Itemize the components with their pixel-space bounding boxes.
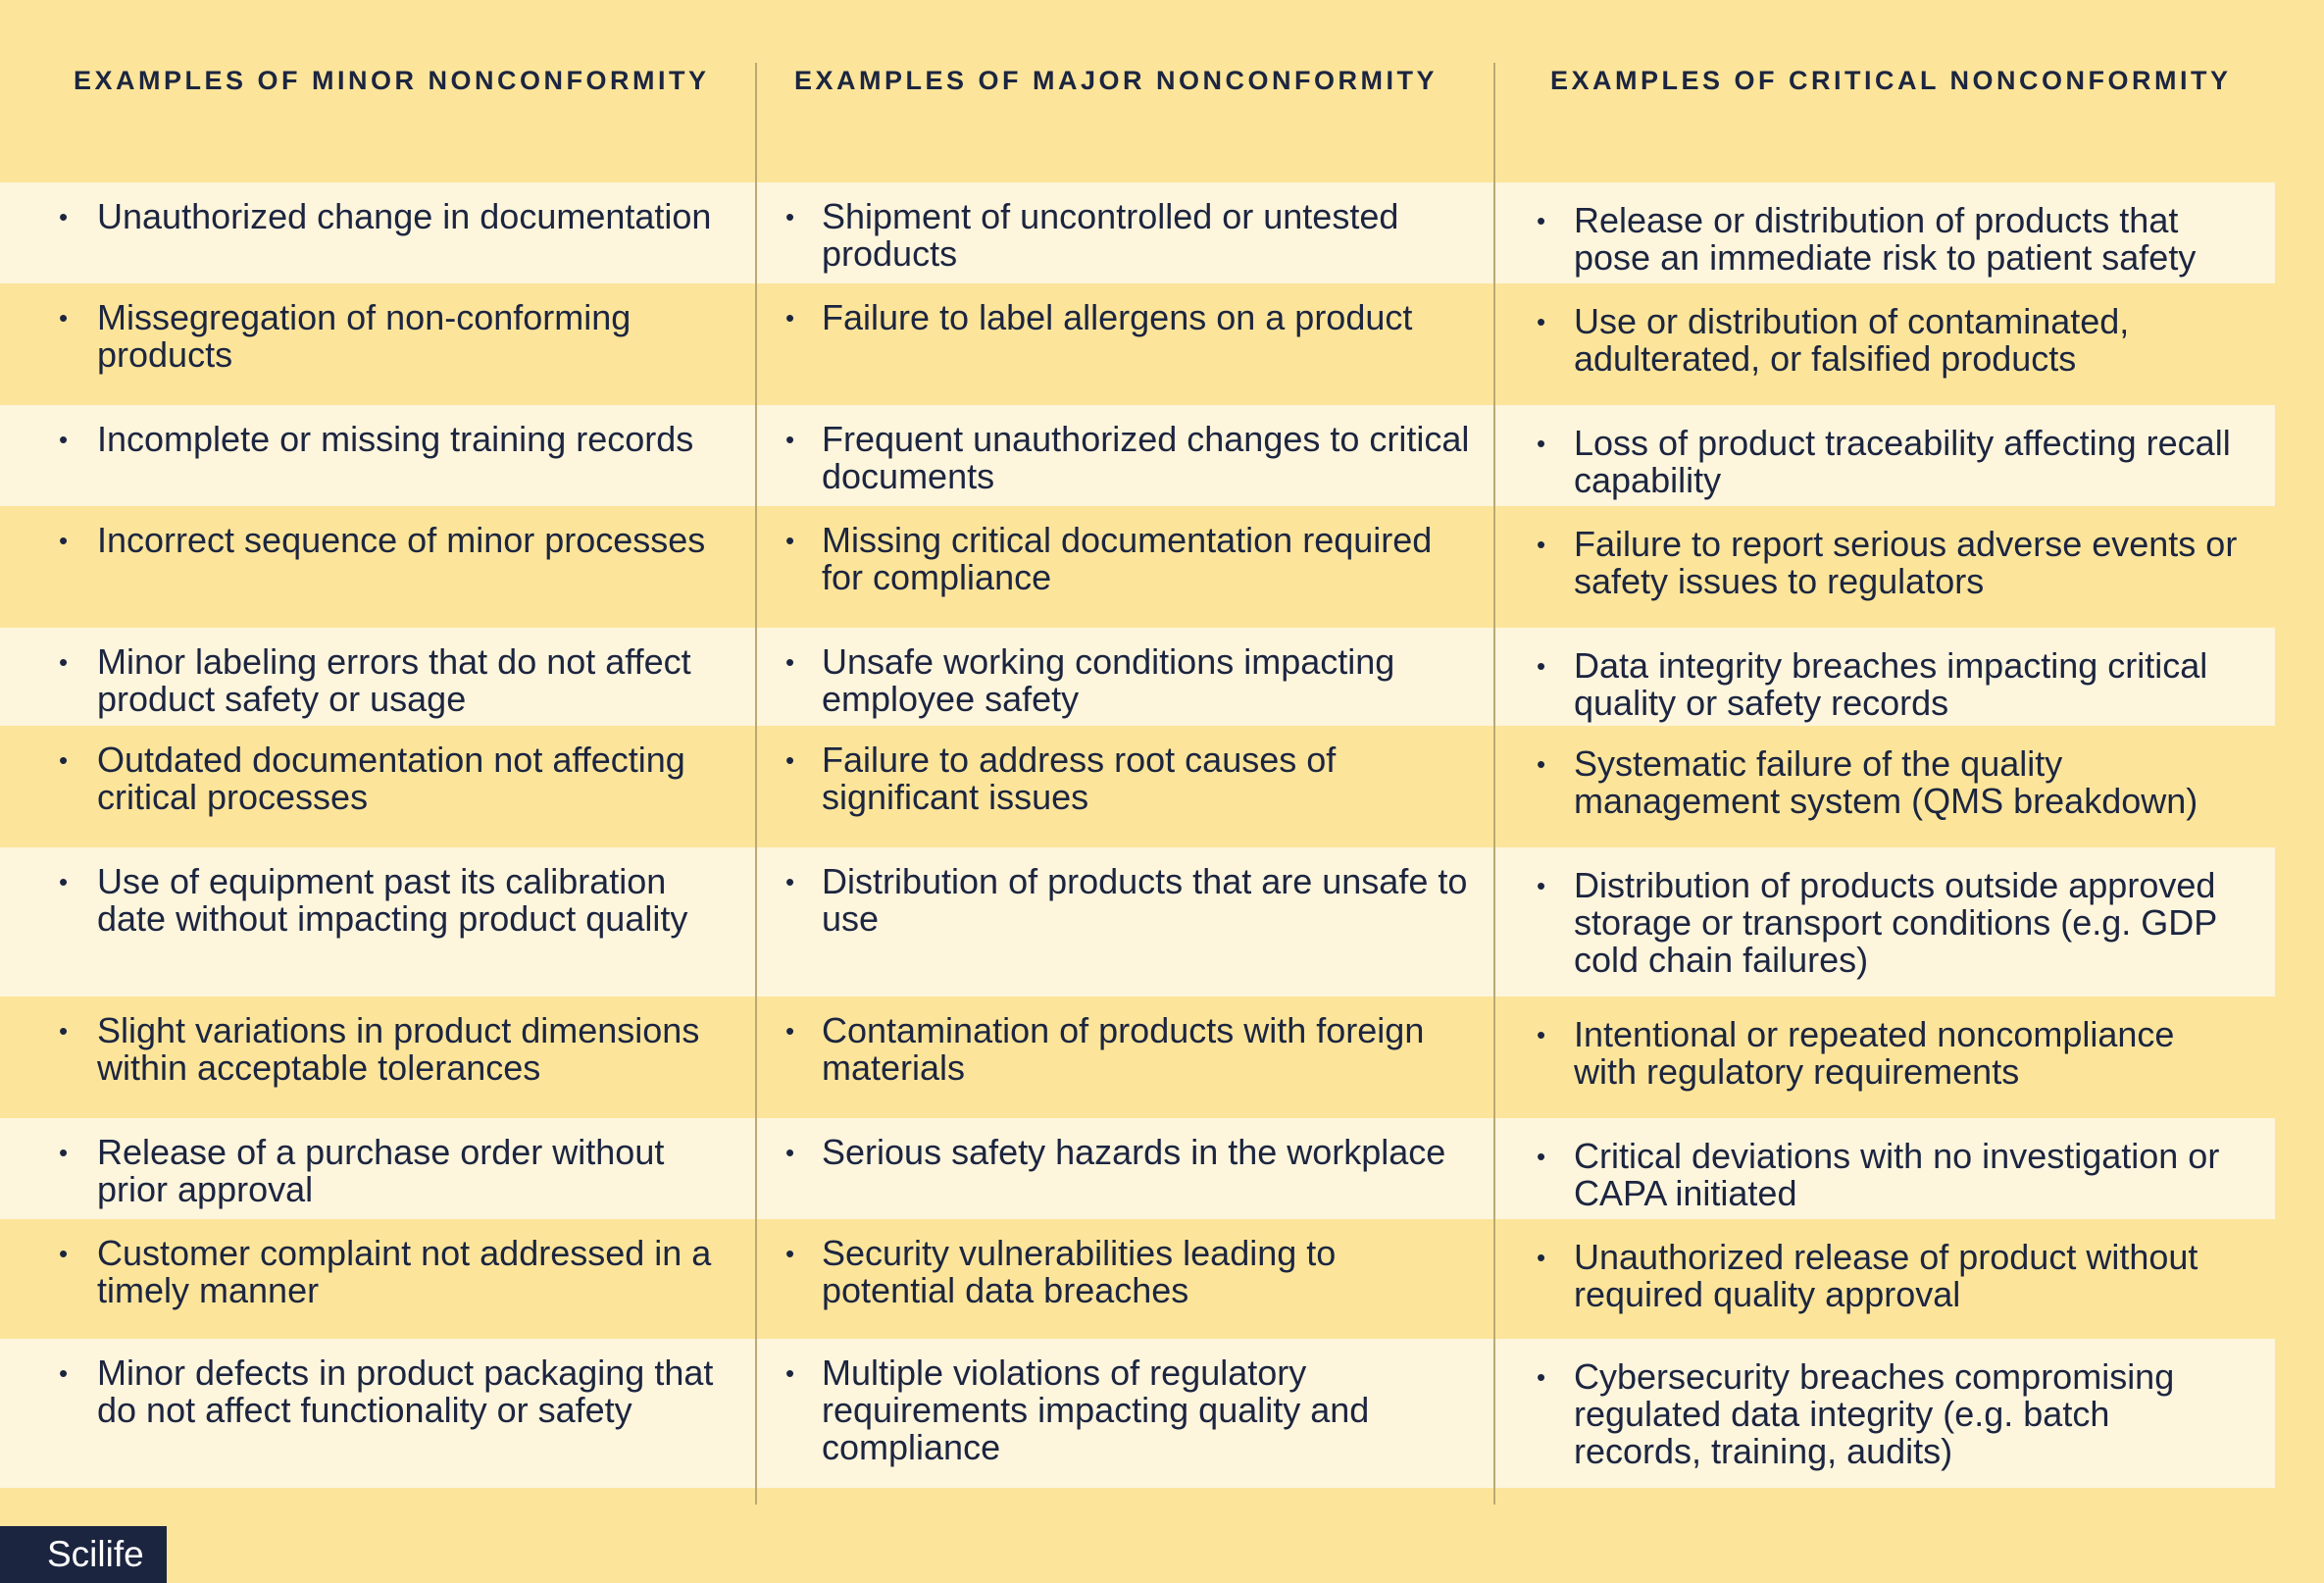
scilife-logo: Scilife [0,1526,167,1583]
cell-major [755,847,1503,998]
table-row [0,182,2275,283]
bullet-icon: • [59,202,69,231]
bullet-icon: • [785,745,795,775]
cell-minor [0,996,755,1118]
cell-major [755,628,1503,741]
bullet-icon: • [59,425,69,454]
table-header [0,0,2275,182]
bullet-icon: • [1537,1020,1546,1049]
bullet-icon: • [785,1358,795,1388]
example-text: Data integrity breaches impacting critical quality or safety records [1574,645,2208,723]
example-text: Shipment of uncontrolled or untested products [822,196,1399,274]
cell-minor [0,1219,755,1339]
example-text: Unsafe working conditions impacting employee safety [822,641,1395,719]
table-row [0,405,2275,506]
example-text: Multiple violations of regulatory requirements impacting quality and compliance [822,1353,1370,1467]
cell-critical [1503,996,2275,1118]
bullet-icon: • [1537,871,1546,900]
table-body [0,182,2275,1488]
bullet-icon: • [785,526,795,555]
table-row [0,506,2275,628]
bullet-icon: • [1537,307,1546,336]
bullet-icon: • [59,1138,69,1167]
bullet-icon: • [59,867,69,896]
cell-minor [0,628,755,741]
example-text: Slight variations in product dimensions within acceptable tolerances [97,1010,700,1088]
example-text: Serious safety hazards in the workplace [822,1132,1446,1172]
column-header-major: EXAMPLES OF MAJOR NONCONFORMITY [794,65,1439,95]
cell-critical [1503,1118,2275,1232]
cell-critical [1503,628,2275,741]
cell-major [755,996,1503,1118]
example-text: Frequent unauthorized changes to critical documents [822,419,1470,496]
example-text: Customer complaint not addressed in a timely manner [97,1233,712,1310]
cell-major [755,182,1503,296]
bullet-icon: • [59,526,69,555]
bullet-icon: • [785,647,795,677]
cell-major [755,726,1503,847]
table-row [0,1118,2275,1219]
column-header-critical: EXAMPLES OF CRITICAL NONCONFORMITY [1550,65,2232,95]
example-text: Minor defects in product packaging that do not affect functionality or safety [97,1353,714,1430]
example-text: Incorrect sequence of minor processes [97,520,706,560]
cell-minor [0,283,755,405]
example-text: Use or distribution of contaminated, adulterated, or falsified products [1574,301,2130,379]
bullet-icon: • [785,1138,795,1167]
bullet-icon: • [785,1239,795,1268]
cell-critical [1503,405,2275,519]
bullet-icon: • [59,745,69,775]
example-text: Systematic failure of the quality management system (QMS breakdown) [1574,743,2198,821]
table-row [0,726,2275,847]
bullet-icon: • [1537,651,1546,681]
bullet-icon: • [59,1358,69,1388]
cell-critical [1503,1219,2275,1339]
example-text: Minor labeling errors that do not affect product safety or usage [97,641,691,719]
bullet-icon: • [59,303,69,332]
example-text: Security vulnerabilities leading to potential data breaches [822,1233,1337,1310]
bullet-icon: • [59,1016,69,1046]
example-text: Incomplete or missing training records [97,419,694,459]
example-text: Failure to report serious adverse events or safety issues to regulators [1574,524,2238,601]
bullet-icon: • [59,647,69,677]
cell-critical [1503,182,2275,296]
example-text: Release or distribution of products that pose an immediate risk to patient safety [1574,200,2197,278]
cell-major [755,405,1503,519]
table-row [0,1219,2275,1339]
example-text: Missing critical documentation required for compliance [822,520,1433,597]
bullet-icon: • [1537,429,1546,458]
cell-major [755,506,1503,628]
cell-major [755,283,1503,405]
table-row [0,996,2275,1118]
bullet-icon: • [785,425,795,454]
cell-minor [0,405,755,519]
example-text: Use of equipment past its calibration date without impacting product quality [97,861,688,939]
cell-minor [0,506,755,628]
table-row [0,628,2275,726]
cell-major [755,1118,1503,1232]
bullet-icon: • [1537,1362,1546,1392]
example-text: Unauthorized release of product without required quality approval [1574,1237,2198,1314]
cell-major [755,1219,1503,1339]
table-row [0,1339,2275,1488]
cell-minor [0,847,755,998]
column-divider [1493,63,1495,1505]
cell-critical [1503,283,2275,405]
bullet-icon: • [1537,749,1546,779]
cell-minor [0,182,755,296]
cell-minor [0,1118,755,1232]
bullet-icon: • [1537,1142,1546,1171]
example-text: Failure to label allergens on a product [822,297,1413,337]
example-text: Release of a purchase order without prior approval [97,1132,665,1209]
bullet-icon: • [785,202,795,231]
cell-critical [1503,847,2275,998]
example-text: Loss of product traceability affecting recall capability [1574,423,2231,500]
cell-major [755,1339,1503,1490]
cell-minor [0,726,755,847]
example-text: Critical deviations with no investigation or CAPA initiated [1574,1136,2220,1213]
example-text: Distribution of products that are unsafe to use [822,861,1468,939]
example-text: Intentional or repeated noncompliance with regulatory requirements [1574,1014,2175,1092]
example-text: Cybersecurity breaches compromising regulated data integrity (e.g. batch records, training, audits) [1574,1356,2175,1471]
example-text: Unauthorized change in documentation [97,196,712,236]
cell-minor [0,1339,755,1490]
cell-critical [1503,1339,2275,1490]
cell-critical [1503,506,2275,628]
example-text: Distribution of products outside approved storage or transport conditions (e.g. GDP cold chain failures) [1574,865,2217,980]
bullet-icon: • [1537,206,1546,235]
column-divider [755,63,757,1505]
table-row [0,283,2275,405]
column-header-minor: EXAMPLES OF MINOR NONCONFORMITY [74,65,710,95]
bullet-icon: • [785,303,795,332]
example-text: Outdated documentation not affecting critical processes [97,740,685,817]
bullet-icon: • [1537,1243,1546,1272]
bullet-icon: • [1537,530,1546,559]
example-text: Contamination of products with foreign materials [822,1010,1425,1088]
bullet-icon: • [785,867,795,896]
bullet-icon: • [59,1239,69,1268]
cell-critical [1503,726,2275,847]
table-row [0,847,2275,996]
example-text: Failure to address root causes of significant issues [822,740,1337,817]
bullet-icon: • [785,1016,795,1046]
example-text: Missegregation of non-conforming products [97,297,632,375]
